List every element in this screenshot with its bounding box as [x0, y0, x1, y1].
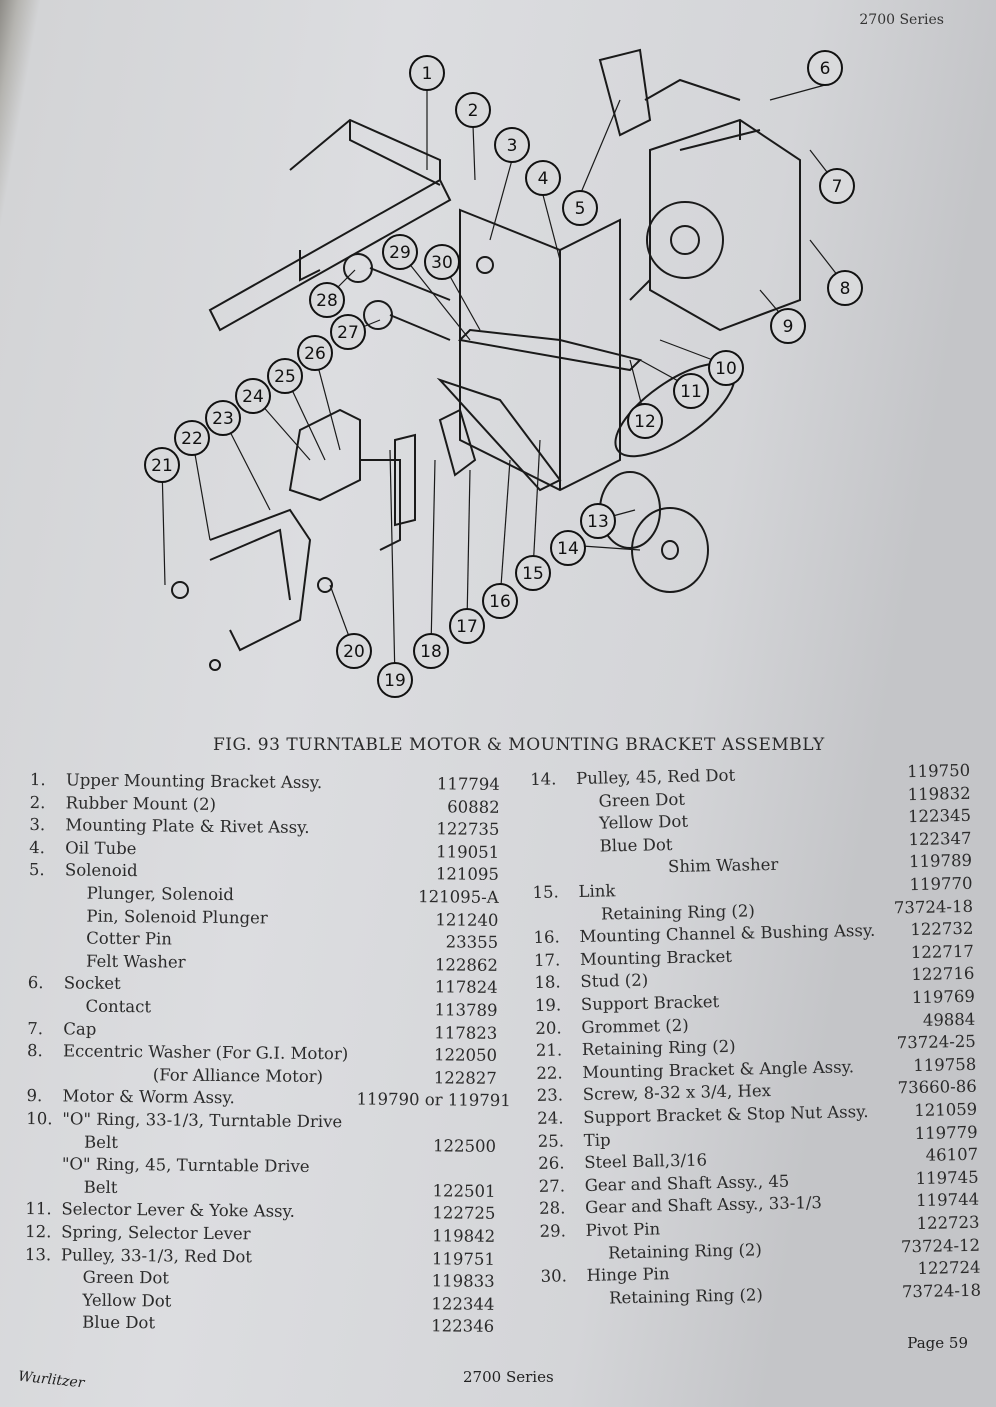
- part-catalog-number: 119833: [431, 1271, 495, 1292]
- part-description: Screw, 8-32 x 3/4, Hex: [582, 1081, 772, 1105]
- part-number-index: 18.: [534, 972, 561, 993]
- svg-text:10: 10: [715, 359, 737, 379]
- part-catalog-number: 23355: [445, 932, 499, 953]
- svg-text:13: 13: [587, 512, 609, 532]
- part-catalog-number: 122345: [907, 805, 972, 827]
- part-description: Steel Ball,3/16: [584, 1150, 708, 1173]
- part-description: Gear and Shaft Assy., 45: [584, 1171, 790, 1195]
- svg-text:12: 12: [634, 412, 656, 432]
- part-number-index: 22.: [536, 1063, 563, 1083]
- part-description: (For Alliance Motor): [152, 1065, 324, 1086]
- part-catalog-number: 122725: [432, 1203, 496, 1224]
- callout-13: [581, 504, 615, 538]
- callout-22: [175, 421, 209, 455]
- part-catalog-number: 122500: [432, 1135, 497, 1156]
- callout-28: [310, 283, 344, 317]
- part-catalog-number: 117823: [434, 1022, 498, 1043]
- part-description: Green Dot: [598, 789, 686, 811]
- part-description: Retaining Ring (2): [581, 1036, 736, 1060]
- callout-23: [206, 401, 240, 435]
- part-description: Spring, Selector Lever: [61, 1222, 251, 1244]
- exploded-assembly-diagram: [140, 40, 880, 720]
- callout-17: [450, 609, 484, 643]
- part-catalog-number: 117794: [436, 774, 500, 794]
- part-catalog-number: 119758: [913, 1054, 977, 1075]
- part-catalog-number: 122050: [433, 1045, 498, 1066]
- part-description: Hinge Pin: [586, 1264, 670, 1286]
- part-description: Retaining Ring (2): [608, 1285, 764, 1308]
- part-description: Pivot Pin: [585, 1219, 661, 1240]
- svg-text:9: 9: [782, 317, 794, 337]
- part-description: Upper Mounting Bracket Assy.: [65, 770, 323, 793]
- part-catalog-number: 119789: [908, 851, 973, 872]
- part-description: Pin, Solenoid Plunger: [86, 906, 268, 928]
- svg-text:14: 14: [557, 539, 579, 559]
- svg-text:25: 25: [274, 367, 296, 387]
- callout-9: [771, 309, 805, 343]
- callout-30: [425, 245, 459, 279]
- part-catalog-number: 122344: [431, 1294, 495, 1314]
- part-catalog-number: 119751: [431, 1248, 496, 1269]
- callout-18: [414, 634, 448, 668]
- callout-5: [563, 191, 597, 225]
- svg-text:8: 8: [839, 279, 851, 299]
- svg-text:24: 24: [242, 387, 264, 407]
- part-description: Belt: [83, 1177, 118, 1197]
- part-catalog-number: 49884: [922, 1009, 976, 1030]
- part-description: Retaining Ring (2): [600, 900, 755, 924]
- part-catalog-number: 119779: [914, 1122, 978, 1143]
- part-description: Pulley, 33-1/3, Red Dot: [60, 1244, 253, 1266]
- series-footer: 2700 Series: [463, 1368, 554, 1386]
- part-catalog-number: 122501: [432, 1181, 496, 1201]
- part-number-index: 6.: [27, 973, 44, 993]
- callout-4: [526, 161, 560, 195]
- svg-text:18: 18: [420, 642, 442, 662]
- part-catalog-number: 122723: [916, 1212, 980, 1234]
- part-catalog-number: 119842: [432, 1226, 496, 1246]
- svg-text:28: 28: [316, 291, 338, 311]
- svg-text:22: 22: [181, 429, 203, 449]
- part-number-index: 16.: [533, 927, 560, 948]
- part-description: Pulley, 45, Red Dot: [575, 765, 736, 789]
- part-number-index: 4.: [29, 837, 46, 857]
- part-description: Blue Dot: [599, 834, 673, 856]
- part-catalog-number: 122347: [908, 828, 972, 849]
- part-catalog-number: 122346: [431, 1316, 495, 1337]
- part-number-index: 23.: [536, 1085, 564, 1106]
- svg-text:7: 7: [831, 177, 843, 197]
- part-description: Yellow Dot: [598, 811, 689, 833]
- svg-text:19: 19: [384, 671, 406, 691]
- callout-25: [268, 359, 302, 393]
- callout-markers: [145, 51, 862, 697]
- part-number-index: 9.: [26, 1086, 43, 1106]
- part-number-index: 13.: [24, 1244, 52, 1264]
- part-number-index: 28.: [538, 1198, 566, 1219]
- part-description: Socket: [63, 973, 121, 994]
- callout-24: [236, 379, 270, 413]
- part-catalog-number: 122732: [910, 918, 974, 940]
- callout-15: [516, 556, 550, 590]
- part-catalog-number: 73660-86: [897, 1077, 977, 1098]
- callout-1: [410, 56, 444, 90]
- series-header: 2700 Series: [859, 12, 944, 28]
- part-description: Mounting Plate & Rivet Assy.: [65, 815, 310, 838]
- callout-26: [298, 336, 332, 370]
- part-description: Cotter Pin: [86, 928, 173, 949]
- part-description: Oil Tube: [65, 838, 137, 858]
- line-art: [172, 50, 800, 670]
- callout-20: [337, 634, 371, 668]
- part-number-index: 8.: [26, 1041, 43, 1061]
- part-description: Mounting Bracket: [579, 946, 733, 969]
- part-catalog-number: 122717: [910, 941, 975, 962]
- part-description: Rubber Mount (2): [65, 792, 217, 814]
- part-number-index: 30.: [540, 1266, 568, 1287]
- svg-text:21: 21: [151, 456, 173, 476]
- part-catalog-number: 119744: [915, 1190, 980, 1211]
- part-catalog-number: 60882: [447, 796, 500, 817]
- part-number-index: 14.: [530, 769, 557, 789]
- part-catalog-number: 119790 or 119791: [356, 1089, 511, 1111]
- part-description: Selector Lever & Yoke Assy.: [61, 1199, 296, 1222]
- parts-list-left: [24, 770, 511, 1375]
- part-number-index: 2.: [29, 792, 46, 812]
- part-description: Green Dot: [82, 1267, 170, 1288]
- callout-16: [483, 584, 517, 618]
- part-catalog-number: 122716: [911, 964, 975, 985]
- callout-14: [551, 531, 585, 565]
- svg-text:30: 30: [431, 253, 453, 273]
- svg-text:3: 3: [506, 136, 518, 156]
- part-number-index: 17.: [533, 950, 561, 970]
- part-catalog-number: 46107: [925, 1144, 979, 1165]
- part-description: Mounting Bracket & Angle Assy.: [582, 1057, 855, 1082]
- part-description: Motor & Worm Assy.: [62, 1086, 235, 1108]
- part-catalog-number: 113789: [434, 1000, 498, 1020]
- part-number-index: 26.: [538, 1153, 565, 1174]
- part-description: Contact: [85, 996, 152, 1017]
- svg-text:23: 23: [212, 409, 234, 429]
- callout-12: [628, 404, 662, 438]
- callout-21: [145, 448, 179, 482]
- page-number: Page 59: [907, 1334, 968, 1352]
- part-catalog-number: 117824: [434, 977, 498, 998]
- part-catalog-number: 119051: [436, 842, 500, 862]
- part-number-index: 29.: [539, 1221, 567, 1241]
- part-number-index: 19.: [534, 995, 562, 1015]
- part-catalog-number: 119832: [907, 783, 971, 804]
- part-description: Stud (2): [580, 970, 649, 992]
- part-description: Retaining Ring (2): [607, 1239, 763, 1263]
- svg-text:5: 5: [574, 199, 586, 219]
- part-catalog-number: 121095: [435, 864, 500, 885]
- part-catalog-number: 73724-18: [901, 1280, 982, 1302]
- part-description: Link: [578, 881, 616, 902]
- callout-2: [456, 93, 490, 127]
- part-description: "O" Ring, 33-1/3, Turntable Drive: [62, 1109, 343, 1132]
- part-number-index: 25.: [537, 1130, 565, 1151]
- part-description: Cap: [63, 1018, 97, 1039]
- part-description: Shim Washer: [667, 855, 779, 877]
- svg-text:16: 16: [489, 592, 511, 612]
- part-number-index: 24.: [537, 1108, 564, 1128]
- part-description: Grommet (2): [581, 1015, 689, 1037]
- part-number-index: 1.: [29, 770, 46, 790]
- part-description: Yellow Dot: [82, 1290, 172, 1311]
- part-catalog-number: 73724-18: [893, 896, 974, 918]
- svg-text:4: 4: [537, 169, 549, 189]
- figure-caption: FIG. 93 TURNTABLE MOTOR & MOUNTING BRACKET ASSEMBLY: [213, 735, 825, 755]
- part-number-index: 20.: [535, 1017, 562, 1038]
- part-description: Support Bracket & Stop Nut Assy.: [583, 1101, 869, 1127]
- part-number-index: 27.: [538, 1176, 566, 1196]
- part-catalog-number: 122862: [434, 955, 499, 975]
- part-catalog-number: 73724-25: [896, 1031, 976, 1053]
- svg-text:1: 1: [421, 64, 433, 84]
- part-description: Belt: [84, 1132, 119, 1152]
- part-catalog-number: 119769: [911, 986, 976, 1008]
- part-catalog-number: 73724-12: [900, 1235, 981, 1256]
- part-number-index: 12.: [25, 1221, 52, 1242]
- part-catalog-number: 122724: [917, 1257, 981, 1279]
- brand-name: Wurlitzer: [17, 1368, 86, 1392]
- part-description: Blue Dot: [82, 1312, 156, 1333]
- part-number-index: 5.: [28, 860, 45, 880]
- svg-text:29: 29: [389, 243, 411, 263]
- part-catalog-number: 121059: [914, 1099, 978, 1121]
- part-description: Felt Washer: [85, 951, 186, 972]
- part-catalog-number: 122735: [436, 819, 500, 840]
- callout-7: [820, 169, 854, 203]
- callout-6: [808, 51, 842, 85]
- svg-text:6: 6: [819, 59, 831, 79]
- part-description: Plunger, Solenoid: [86, 883, 235, 905]
- part-description: Support Bracket: [580, 992, 720, 1014]
- parts-list-right: [530, 761, 982, 1330]
- svg-text:20: 20: [343, 642, 365, 662]
- part-description: Solenoid: [64, 860, 138, 881]
- part-description: Mounting Channel & Bushing Assy.: [579, 920, 876, 947]
- svg-text:15: 15: [522, 564, 544, 584]
- part-catalog-number: 119745: [915, 1167, 979, 1188]
- callout-19: [378, 663, 412, 697]
- part-number-index: 10.: [26, 1108, 53, 1129]
- part-row: [24, 1312, 494, 1340]
- callout-3: [495, 128, 529, 162]
- part-catalog-number: 121240: [435, 909, 499, 930]
- part-description: Gear and Shaft Assy., 33-1/3: [584, 1193, 823, 1218]
- svg-text:27: 27: [337, 323, 359, 343]
- svg-text:17: 17: [456, 617, 478, 637]
- callout-29: [383, 235, 417, 269]
- callout-11: [674, 374, 708, 408]
- part-number-index: 3.: [29, 815, 46, 835]
- part-description: Tip: [583, 1129, 611, 1150]
- part-catalog-number: 122827: [433, 1068, 497, 1088]
- svg-text:2: 2: [467, 101, 479, 121]
- part-number-index: 21.: [535, 1040, 563, 1061]
- part-number-index: 7.: [27, 1018, 44, 1038]
- part-number-index: 15.: [532, 882, 560, 902]
- svg-text:11: 11: [680, 382, 702, 402]
- part-description: Eccentric Washer (For G.I. Motor): [62, 1041, 349, 1064]
- part-number-index: 11.: [25, 1199, 52, 1219]
- part-description: "O" Ring, 45, Turntable Drive: [61, 1154, 310, 1177]
- part-catalog-number: 119750: [906, 760, 971, 782]
- svg-text:26: 26: [304, 344, 326, 364]
- part-catalog-number: 119770: [909, 873, 973, 895]
- part-catalog-number: 121095-A: [418, 887, 499, 907]
- callout-27: [331, 315, 365, 349]
- callout-8: [828, 271, 862, 305]
- callout-10: [709, 351, 743, 385]
